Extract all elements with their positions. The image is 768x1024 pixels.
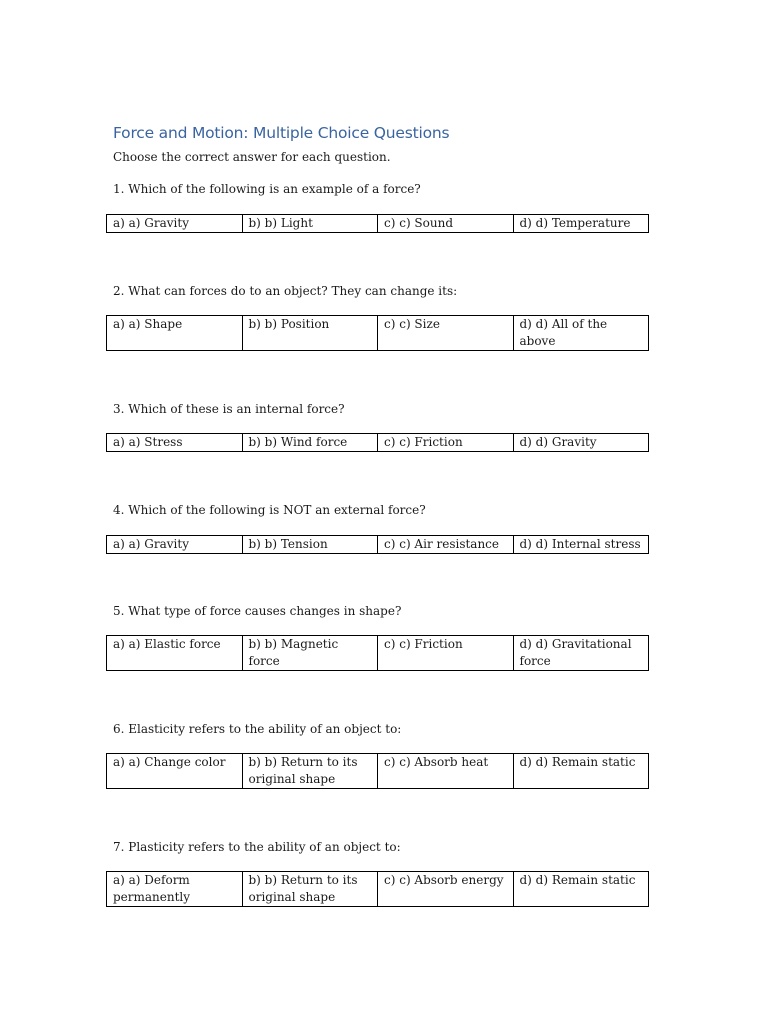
option-d: d) d) Remain static — [513, 872, 649, 907]
page-title: Force and Motion: Multiple Choice Questions — [113, 124, 450, 142]
option-b: b) b) Tension — [242, 536, 378, 554]
question-6-options — [106, 753, 649, 789]
option-b: b) b) Magnetic force — [242, 636, 378, 671]
question-6-text: 6. Elasticity refers to the ability of an object to: — [113, 722, 402, 736]
option-d: d) d) Gravitational force — [513, 636, 649, 671]
option-b: b) b) Light — [242, 215, 378, 233]
option-a: a) a) Change color — [107, 754, 243, 789]
options-row — [107, 636, 649, 671]
question-3-options — [106, 433, 649, 452]
option-c: c) c) Friction — [378, 434, 514, 452]
options-row — [107, 872, 649, 907]
question-2-text: 2. What can forces do to an object? They can change its: — [113, 284, 458, 298]
question-1-text: 1. Which of the following is an example of a force? — [113, 182, 421, 196]
question-4-options — [106, 535, 649, 554]
question-7-text: 7. Plasticity refers to the ability of an object to: — [113, 840, 401, 854]
option-c: c) c) Air resistance — [378, 536, 514, 554]
option-b: b) b) Wind force — [242, 434, 378, 452]
option-a: a) a) Gravity — [107, 536, 243, 554]
option-b: b) b) Return to its original shape — [242, 754, 378, 789]
options-row — [107, 754, 649, 789]
option-c: c) c) Absorb energy — [378, 872, 514, 907]
option-d: d) d) Internal stress — [513, 536, 649, 554]
instructions-text: Choose the correct answer for each question. — [113, 150, 391, 164]
question-5-text: 5. What type of force causes changes in shape? — [113, 604, 402, 618]
option-a: a) a) Shape — [107, 316, 243, 351]
options-row — [107, 434, 649, 452]
option-d: d) d) Temperature — [513, 215, 649, 233]
option-c: c) c) Absorb heat — [378, 754, 514, 789]
question-4-text: 4. Which of the following is NOT an external force? — [113, 503, 426, 517]
option-b: b) b) Position — [242, 316, 378, 351]
question-1-options — [106, 214, 649, 233]
question-3-text: 3. Which of these is an internal force? — [113, 402, 345, 416]
option-d: d) d) Remain static — [513, 754, 649, 789]
question-2-options — [106, 315, 649, 351]
options-row — [107, 316, 649, 351]
question-7-options — [106, 871, 649, 907]
option-a: a) a) Deform permanently — [107, 872, 243, 907]
option-a: a) a) Gravity — [107, 215, 243, 233]
option-d: d) d) Gravity — [513, 434, 649, 452]
option-b: b) b) Return to its original shape — [242, 872, 378, 907]
option-d: d) d) All of the above — [513, 316, 649, 351]
options-row — [107, 536, 649, 554]
option-c: c) c) Friction — [378, 636, 514, 671]
option-c: c) c) Sound — [378, 215, 514, 233]
option-a: a) a) Elastic force — [107, 636, 243, 671]
option-a: a) a) Stress — [107, 434, 243, 452]
option-c: c) c) Size — [378, 316, 514, 351]
options-row — [107, 215, 649, 233]
question-5-options — [106, 635, 649, 671]
